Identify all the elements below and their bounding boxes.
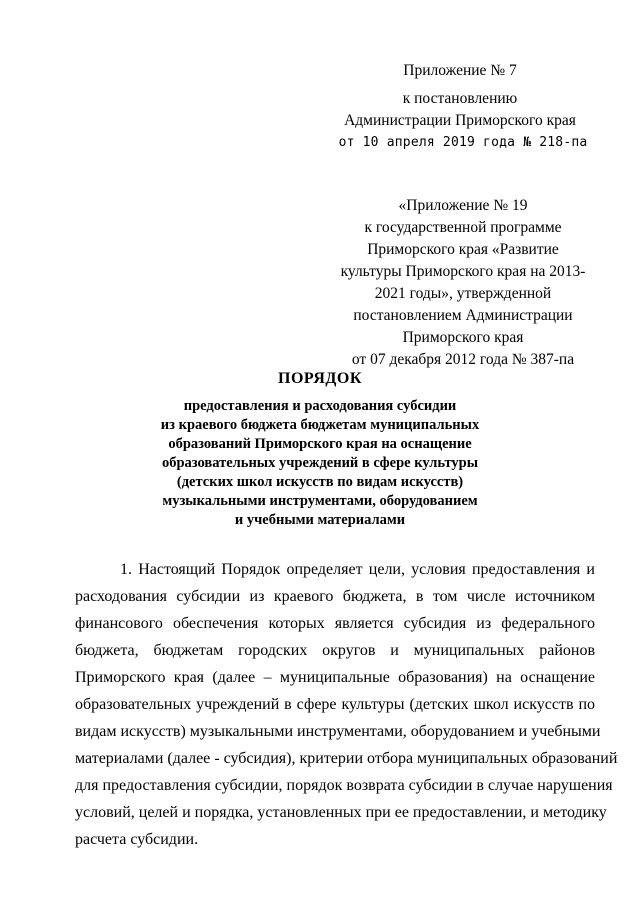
appendix-19-line: от 07 декабря 2012 года № 387-па <box>351 351 575 368</box>
appendix-19-line: культуры Приморского края на 2013- <box>340 263 586 280</box>
paragraph-line: материалами (далее - субсидия), критерии отбора муниципальных образований <box>75 750 618 767</box>
paragraph-line: расходования субсидии из краевого бюджета, в том числе источником <box>75 588 595 605</box>
paragraph-1 <box>75 556 618 853</box>
subtitle-line: музыкальными инструментами, оборудованием <box>162 493 478 509</box>
appendix-header <box>330 60 590 154</box>
paragraph-line: финансового обеспечения которых является субсидия из федерального <box>75 615 595 632</box>
subtitle-line: и учебными материалами <box>234 512 406 528</box>
subtitle-line: (детских школ искусств по видам искусств) <box>176 474 464 490</box>
paragraph-line: условий, целей и порядка, установленных при ее предоставлении, и методику <box>75 804 607 821</box>
appendix-number: Приложение № 7 <box>403 62 517 79</box>
paragraph-line: видам искусств) музыкальными инструментами, оборудованием и учебными <box>75 723 601 740</box>
paragraph-line: образовательных учреждений в сфере культуры (детских школ искусств по <box>75 696 595 713</box>
subtitle-line: из краевого бюджета бюджетам муниципальных <box>160 417 480 433</box>
date-number-stamp: от 10 апреля 2019 года № 218-па <box>338 135 588 150</box>
paragraph-line: расчета субсидии. <box>75 831 199 848</box>
subtitle-line: предоставления и расходования субсидии <box>183 398 457 414</box>
paragraph-line: Приморского края (далее – муниципальные образования) на оснащение <box>75 669 595 686</box>
paragraph-line: 1. Настоящий Порядок определяет цели, условия предоставления и <box>120 561 595 578</box>
subtitle-line: образовательных учреждений в сфере культуры <box>161 455 479 471</box>
document-title: ПОРЯДОК <box>278 370 362 387</box>
appendix-19-line: Приморского края «Развитие <box>367 241 559 258</box>
appendix-19-line: к государственной программе <box>364 219 562 236</box>
paragraph-line: бюджета, бюджетам городских округов и муниципальных районов <box>75 642 595 659</box>
paragraph-line: для предоставления субсидии, порядок возврата субсидии в случае нарушения <box>75 777 613 794</box>
appendix-19-line: Приморского края <box>402 329 524 346</box>
to-resolution-line: к постановлению <box>402 90 518 107</box>
subtitle-line: образований Приморского края на оснащение <box>168 436 472 452</box>
appendix-19-line: «Приложение № 19 <box>398 197 528 214</box>
appendix-19-block <box>318 195 608 371</box>
appendix-19-line: постановлением Администрации <box>353 307 573 324</box>
document-subtitle <box>110 397 530 530</box>
administration-line: Администрации Приморского края <box>344 112 576 129</box>
appendix-19-line: 2021 годы», утвержденной <box>374 285 552 302</box>
